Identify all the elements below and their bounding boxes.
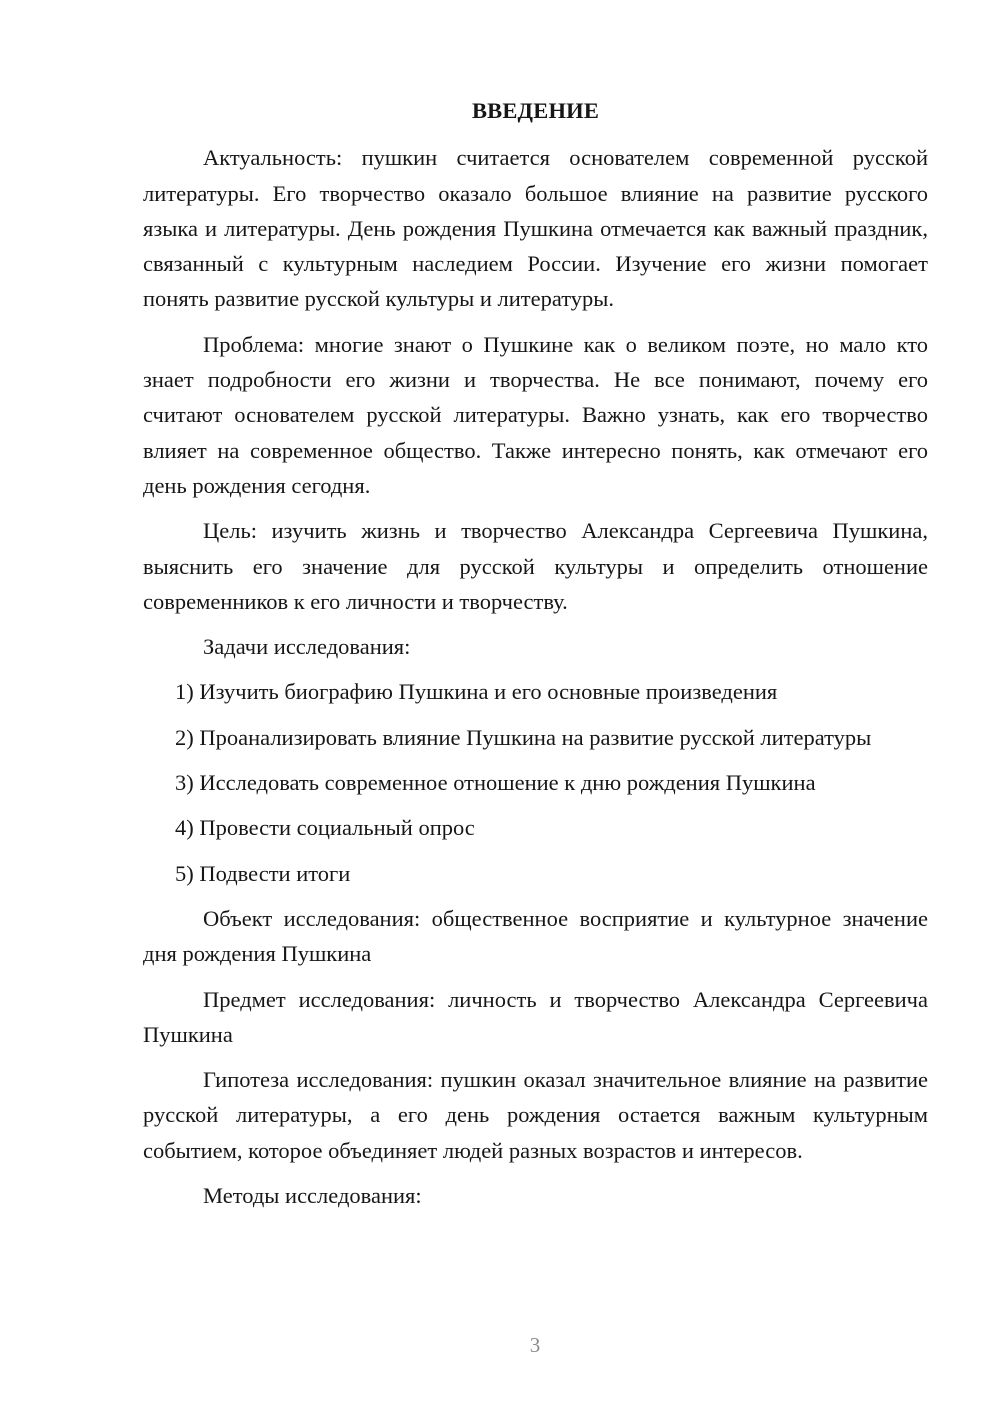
task-item-2: 2) Проанализировать влияние Пушкина на развитие русской литературы xyxy=(175,724,872,750)
section-title: ВВЕДЕНИЕ xyxy=(471,98,600,123)
tasks-heading: Задачи исследования: xyxy=(203,634,411,660)
task-item-5: 5) Подвести итоги xyxy=(175,860,351,886)
paragraph-subject: Предмет исследования: личность и творчество Александра Сергеевича Пушкина xyxy=(143,986,928,1047)
paragraph-hypothesis: Гипотеза исследования: пушкин оказал значительное влияние на развитие русской литературы, а его день рождения остается важным культурным событием, которое объединяет людей разных возрастов и интересов. xyxy=(143,1067,928,1163)
paragraph-goal: Цель: изучить жизнь и творчество Александра Сергеевича Пушкина, выяснить его значение для русской культуры и определить отношение современников к его личности и творчеству. xyxy=(143,518,928,614)
paragraph-problem: Проблема: многие знают о Пушкине как о великом поэте, но мало кто знает подробности его жизни и творчества. Не все понимают, почему его считают основателем русской литературы. Важно узнать, как его творчество влияет на современное общество. Также интересно понять, как отмечают его день рождения сегодня. xyxy=(143,331,928,498)
task-item-1: 1) Изучить биографию Пушкина и его основные произведения xyxy=(175,679,778,705)
task-item-3: 3) Исследовать современное отношение к дню рождения Пушкина xyxy=(175,770,816,796)
page-content xyxy=(143,93,928,1223)
methods-heading: Методы исследования: xyxy=(203,1183,422,1209)
paragraph-object: Объект исследования: общественное восприятие и культурное значение дня рождения Пушкина xyxy=(143,905,928,967)
page-number: 3 xyxy=(529,1333,541,1357)
task-item-4: 4) Провести социальный опрос xyxy=(175,815,475,841)
paragraph-relevance: Актуальность: пушкин считается основателем современной русской литературы. Его творчество оказало большое влияние на развитие русского языка и литературы. День рождения Пушкина отмечается как важный праздник, связанный с культурным наследием России. Изучение его жизни помогает понять развитие русской культуры и литературы. xyxy=(143,145,928,312)
